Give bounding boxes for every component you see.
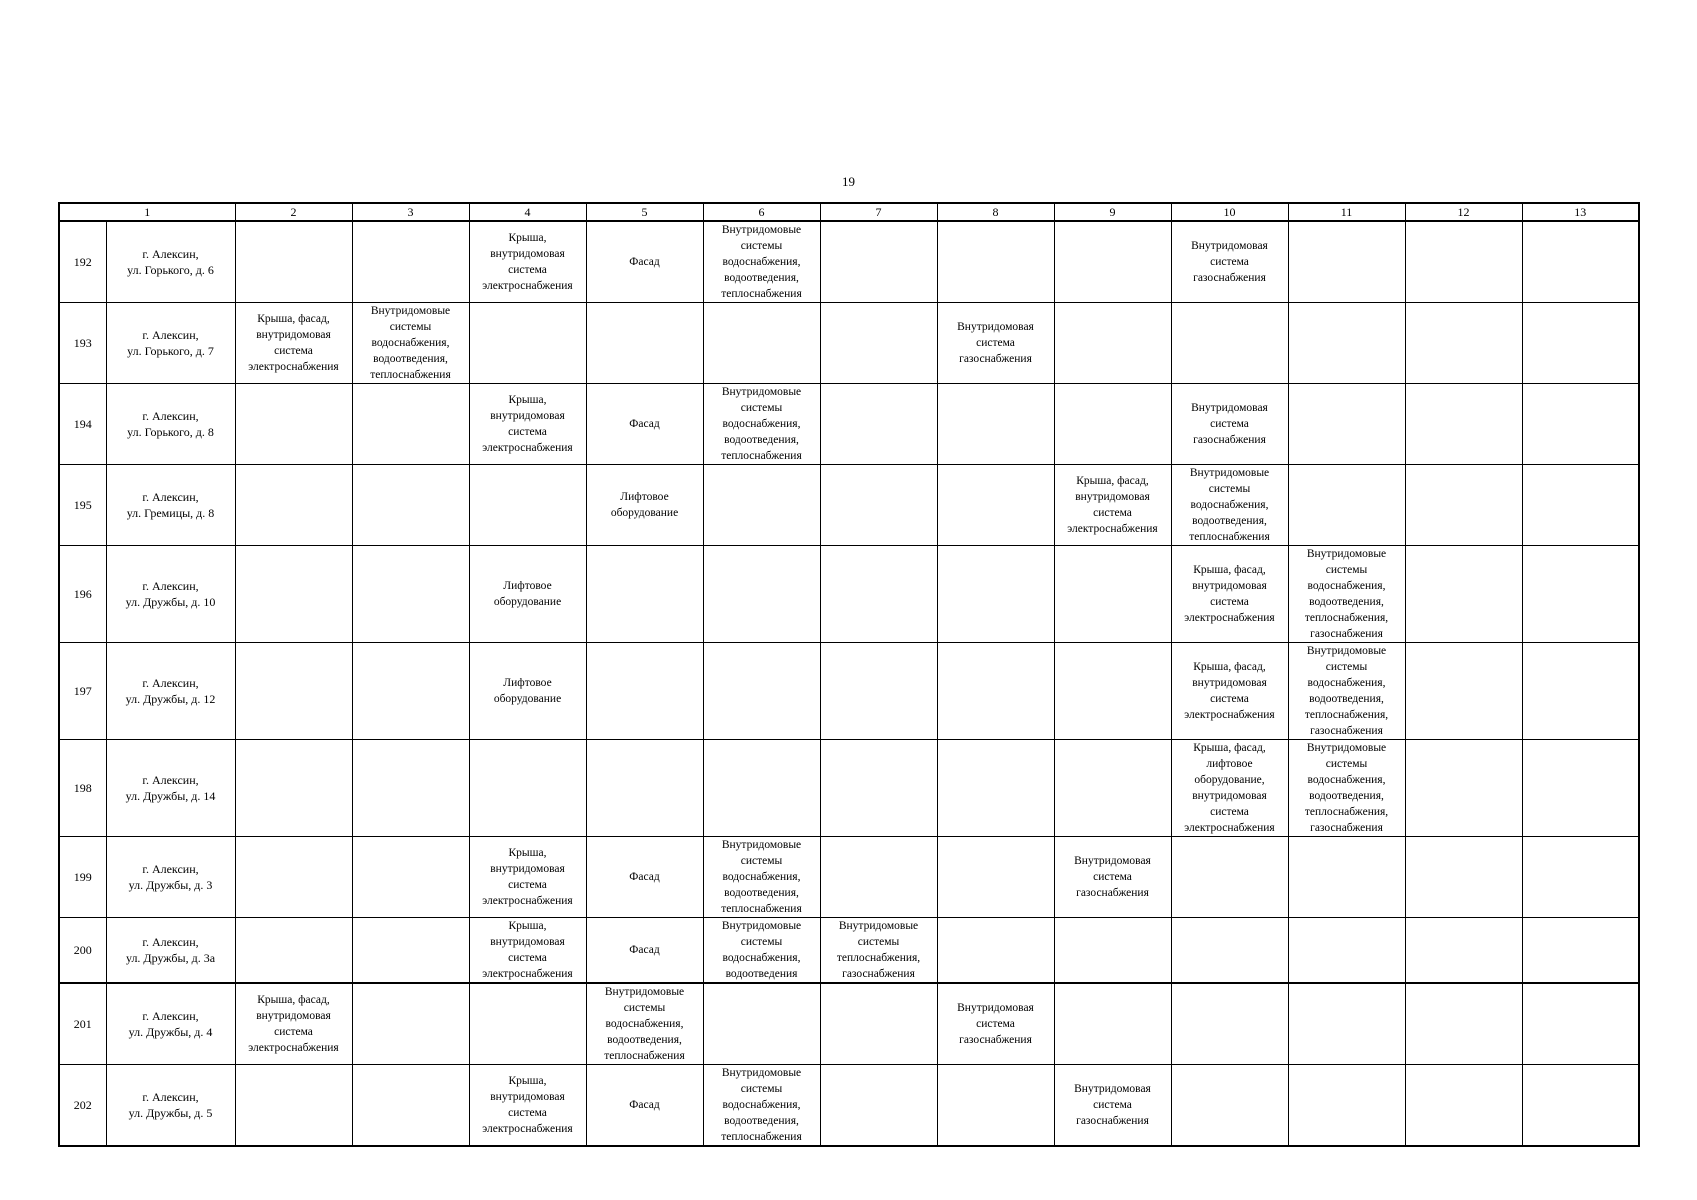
work-cell	[469, 740, 586, 837]
column-number-header: 4	[469, 203, 586, 221]
address-line: г. Алексин,	[142, 579, 199, 593]
work-cell	[1405, 546, 1522, 643]
work-cell	[1405, 465, 1522, 546]
work-cell: Внутридомовые системы водоснабжения, водоотведения	[703, 918, 820, 984]
work-cell: Фасад	[586, 918, 703, 984]
table-row	[59, 1065, 1639, 1147]
address-line: ул. Горького, д. 7	[127, 344, 214, 358]
work-cell	[1405, 918, 1522, 984]
column-number-header: 6	[703, 203, 820, 221]
column-number-header: 2	[235, 203, 352, 221]
work-cell	[1171, 1065, 1288, 1147]
work-cell	[703, 740, 820, 837]
address-line: г. Алексин,	[142, 328, 199, 342]
address-line: ул. Дружбы, д. 12	[125, 692, 216, 706]
table-row	[59, 837, 1639, 918]
column-number-row	[59, 203, 1639, 221]
work-cell	[1522, 643, 1639, 740]
table-row	[59, 643, 1639, 740]
work-cell	[235, 1065, 352, 1147]
address-line: г. Алексин,	[142, 490, 199, 504]
address-line: ул. Гремицы, д. 8	[126, 506, 215, 520]
work-cell	[352, 983, 469, 1065]
work-cell	[1405, 837, 1522, 918]
work-cell	[586, 643, 703, 740]
work-cell	[820, 643, 937, 740]
work-cell: Внутридомовые системы водоснабжения, водоотведения, теплоснабжения, газоснабжения	[1288, 643, 1405, 740]
address-line: г. Алексин,	[142, 935, 199, 949]
work-cell	[1054, 643, 1171, 740]
address-cell	[106, 303, 235, 384]
column-number-header: 1	[59, 203, 235, 221]
work-cell	[1522, 983, 1639, 1065]
column-number-header: 5	[586, 203, 703, 221]
address-line: ул. Дружбы, д. 3	[128, 878, 213, 892]
address-cell	[106, 1065, 235, 1147]
address-line: ул. Горького, д. 8	[127, 425, 214, 439]
work-cell: Фасад	[586, 221, 703, 303]
work-cell	[235, 221, 352, 303]
address-line: г. Алексин,	[142, 247, 199, 261]
work-cell	[703, 303, 820, 384]
address-line: г. Алексин,	[142, 1090, 199, 1104]
work-cell	[1054, 983, 1171, 1065]
work-cell	[352, 384, 469, 465]
work-cell: Внутридомовые системы водоснабжения, водоотведения, теплоснабжения	[1171, 465, 1288, 546]
address-line: г. Алексин,	[142, 773, 199, 787]
work-cell	[937, 221, 1054, 303]
work-cell	[1405, 1065, 1522, 1147]
work-cell	[1405, 384, 1522, 465]
work-cell	[1522, 384, 1639, 465]
address-line: ул. Дружбы, д. 5	[128, 1106, 213, 1120]
column-number-header: 13	[1522, 203, 1639, 221]
work-cell	[469, 303, 586, 384]
column-number-header: 9	[1054, 203, 1171, 221]
work-cell	[703, 546, 820, 643]
address-cell	[106, 983, 235, 1065]
work-cell: Крыша, фасад, внутридомовая система электроснабжения	[1171, 546, 1288, 643]
work-cell	[1288, 837, 1405, 918]
work-cell: Внутридомовые системы водоснабжения, водоотведения, теплоснабжения, газоснабжения	[1288, 546, 1405, 643]
work-cell: Внутридомовые системы водоснабжения, водоотведения, теплоснабжения	[703, 837, 820, 918]
work-cell: Крыша, фасад, внутридомовая система электроснабжения	[235, 303, 352, 384]
work-cell	[1288, 303, 1405, 384]
work-cell: Внутридомовая система газоснабжения	[937, 983, 1054, 1065]
work-cell	[937, 643, 1054, 740]
row-number: 197	[59, 643, 106, 740]
work-cell	[1054, 384, 1171, 465]
row-number: 200	[59, 918, 106, 984]
work-cell	[235, 546, 352, 643]
address-cell	[106, 465, 235, 546]
work-cell	[1522, 740, 1639, 837]
work-cell	[820, 303, 937, 384]
row-number: 193	[59, 303, 106, 384]
address-cell	[106, 384, 235, 465]
work-cell	[235, 465, 352, 546]
work-cell: Внутридомовые системы водоснабжения, водоотведения, теплоснабжения	[586, 983, 703, 1065]
work-cell: Внутридомовая система газоснабжения	[1054, 837, 1171, 918]
address-cell	[106, 740, 235, 837]
work-cell: Внутридомовые системы теплоснабжения, газоснабжения	[820, 918, 937, 984]
work-cell	[586, 546, 703, 643]
work-cell	[1288, 384, 1405, 465]
work-cell	[1054, 303, 1171, 384]
work-cell	[352, 1065, 469, 1147]
work-cell	[820, 221, 937, 303]
row-number: 196	[59, 546, 106, 643]
work-cell	[1054, 918, 1171, 984]
work-cell: Внутридомовая система газоснабжения	[1171, 221, 1288, 303]
work-cell	[1522, 303, 1639, 384]
work-cell	[235, 740, 352, 837]
table-row	[59, 983, 1639, 1065]
work-cell: Внутридомовые системы водоснабжения, водоотведения, теплоснабжения, газоснабжения	[1288, 740, 1405, 837]
work-cell: Лифтовое оборудование	[586, 465, 703, 546]
work-cell	[352, 918, 469, 984]
work-cell: Крыша, фасад, лифтовое оборудование, внутридомовая система электроснабжения	[1171, 740, 1288, 837]
column-number-header: 11	[1288, 203, 1405, 221]
work-cell	[1522, 1065, 1639, 1147]
work-cell	[937, 918, 1054, 984]
work-cell	[820, 983, 937, 1065]
work-cell	[235, 643, 352, 740]
column-number-header: 12	[1405, 203, 1522, 221]
table-row	[59, 221, 1639, 303]
column-number-header: 3	[352, 203, 469, 221]
work-cell	[352, 221, 469, 303]
work-cell: Внутридомовая система газоснабжения	[937, 303, 1054, 384]
address-line: г. Алексин,	[142, 676, 199, 690]
column-number-header: 10	[1171, 203, 1288, 221]
work-cell	[937, 837, 1054, 918]
work-cell	[1405, 740, 1522, 837]
work-cell	[1288, 1065, 1405, 1147]
work-cell	[1288, 983, 1405, 1065]
work-cell	[1054, 221, 1171, 303]
table-row	[59, 918, 1639, 984]
work-cell: Внутридомовые системы водоснабжения, водоотведения, теплоснабжения	[703, 384, 820, 465]
row-number: 199	[59, 837, 106, 918]
address-line: ул. Дружбы, д. 14	[125, 789, 216, 803]
work-cell	[937, 546, 1054, 643]
work-cell	[820, 384, 937, 465]
work-cell	[1171, 837, 1288, 918]
address-cell	[106, 643, 235, 740]
address-line: г. Алексин,	[142, 862, 199, 876]
work-cell: Лифтовое оборудование	[469, 643, 586, 740]
address-cell	[106, 221, 235, 303]
work-cell	[937, 1065, 1054, 1147]
work-cell	[1171, 983, 1288, 1065]
work-cell: Крыша, внутридомовая система электроснабжения	[469, 837, 586, 918]
work-cell	[1288, 221, 1405, 303]
work-cell: Крыша, внутридомовая система электроснабжения	[469, 221, 586, 303]
work-cell	[235, 918, 352, 984]
row-number: 192	[59, 221, 106, 303]
work-cell	[820, 740, 937, 837]
work-cell	[937, 465, 1054, 546]
work-cell	[703, 983, 820, 1065]
page-number: 19	[842, 174, 855, 189]
work-cell	[586, 740, 703, 837]
table-row	[59, 465, 1639, 546]
table-row	[59, 740, 1639, 837]
work-cell	[820, 546, 937, 643]
address-line: ул. Дружбы, д. 10	[125, 595, 216, 609]
work-cell	[1522, 837, 1639, 918]
work-cell	[469, 983, 586, 1065]
row-number: 194	[59, 384, 106, 465]
address-line: г. Алексин,	[142, 1009, 199, 1023]
row-number: 202	[59, 1065, 106, 1147]
address-line: г. Алексин,	[142, 409, 199, 423]
table-row	[59, 546, 1639, 643]
work-cell	[1522, 546, 1639, 643]
work-cell: Крыша, фасад, внутридомовая система электроснабжения	[1054, 465, 1171, 546]
work-cell	[1288, 918, 1405, 984]
work-cell: Крыша, внутридомовая система электроснабжения	[469, 1065, 586, 1147]
row-number: 201	[59, 983, 106, 1065]
table-row	[59, 303, 1639, 384]
work-cell: Крыша, внутридомовая система электроснабжения	[469, 384, 586, 465]
work-cell	[352, 837, 469, 918]
row-number: 195	[59, 465, 106, 546]
work-cell	[235, 384, 352, 465]
work-cell	[352, 465, 469, 546]
work-cell	[1522, 465, 1639, 546]
work-cell	[703, 465, 820, 546]
work-cell	[1405, 983, 1522, 1065]
work-cell	[1405, 643, 1522, 740]
work-cell	[586, 303, 703, 384]
row-number: 198	[59, 740, 106, 837]
work-cell	[352, 643, 469, 740]
work-cell: Внутридомовые системы водоснабжения, водоотведения, теплоснабжения	[352, 303, 469, 384]
work-cell: Фасад	[586, 1065, 703, 1147]
work-cell: Внутридомовая система газоснабжения	[1171, 384, 1288, 465]
work-cell	[1522, 918, 1639, 984]
work-cell	[1054, 740, 1171, 837]
address-cell	[106, 837, 235, 918]
work-cell: Внутридомовая система газоснабжения	[1054, 1065, 1171, 1147]
address-cell	[106, 546, 235, 643]
work-cell: Фасад	[586, 384, 703, 465]
work-cell	[937, 740, 1054, 837]
address-line: ул. Дружбы, д. 3а	[125, 951, 216, 965]
column-number-header: 7	[820, 203, 937, 221]
work-cell	[352, 740, 469, 837]
work-cell	[1522, 221, 1639, 303]
repair-plan-table	[58, 202, 1640, 1147]
work-cell	[820, 1065, 937, 1147]
work-cell: Внутридомовые системы водоснабжения, водоотведения, теплоснабжения	[703, 221, 820, 303]
work-cell	[352, 546, 469, 643]
work-cell: Крыша, фасад, внутридомовая система электроснабжения	[235, 983, 352, 1065]
column-number-header: 8	[937, 203, 1054, 221]
work-cell: Фасад	[586, 837, 703, 918]
table-row	[59, 384, 1639, 465]
work-cell	[1171, 918, 1288, 984]
work-cell	[1288, 465, 1405, 546]
work-cell	[235, 837, 352, 918]
work-cell	[820, 465, 937, 546]
work-cell	[703, 643, 820, 740]
work-cell	[1405, 303, 1522, 384]
work-cell: Лифтовое оборудование	[469, 546, 586, 643]
address-cell	[106, 918, 235, 984]
work-cell	[1171, 303, 1288, 384]
work-cell: Крыша, фасад, внутридомовая система электроснабжения	[1171, 643, 1288, 740]
work-cell	[937, 384, 1054, 465]
work-cell	[1054, 546, 1171, 643]
address-line: ул. Дружбы, д. 4	[128, 1025, 213, 1039]
address-line: ул. Горького, д. 6	[127, 263, 214, 277]
work-cell: Крыша, внутридомовая система электроснабжения	[469, 918, 586, 984]
work-cell	[820, 837, 937, 918]
work-cell: Внутридомовые системы водоснабжения, водоотведения, теплоснабжения	[703, 1065, 820, 1147]
work-cell	[1405, 221, 1522, 303]
work-cell	[469, 465, 586, 546]
